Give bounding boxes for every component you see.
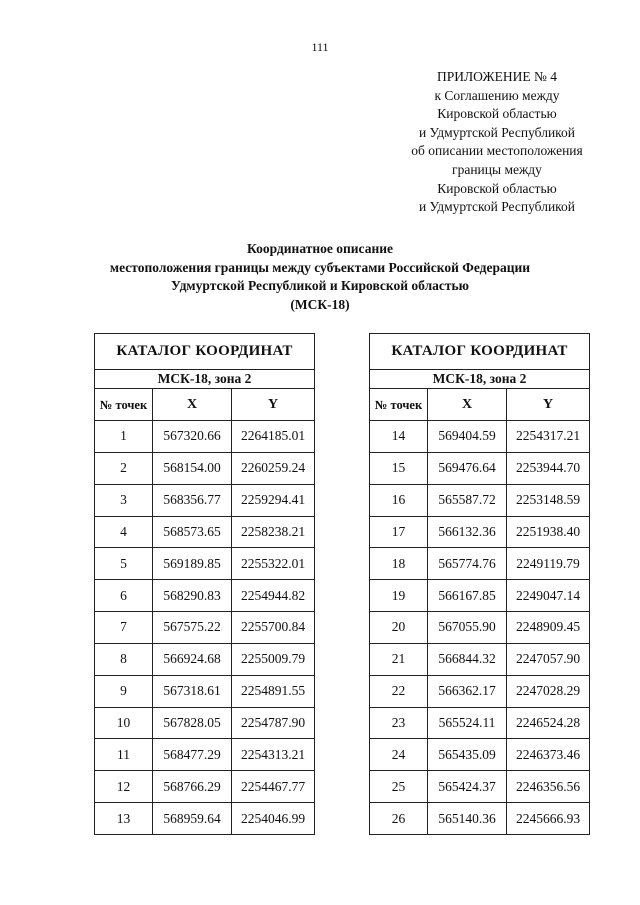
y-coordinate-cell: 2254787.90	[232, 707, 315, 739]
document-title	[0, 240, 640, 314]
appendix-line: и Удмуртской Республикой	[418, 124, 576, 140]
y-coordinate-cell: 2251938.40	[507, 516, 590, 548]
table-row	[95, 803, 315, 835]
x-coordinate-cell: 567055.90	[428, 612, 507, 644]
point-number-cell: 14	[370, 421, 428, 453]
point-number-cell: 11	[95, 739, 153, 771]
table-body	[95, 421, 315, 835]
table-row	[95, 516, 315, 548]
title-line: местоположения границы между субъектами Российской Федерации	[109, 259, 531, 275]
page-number: 111	[311, 40, 329, 54]
x-coordinate-cell: 566924.68	[153, 643, 232, 675]
title-line: Координатное описание	[246, 241, 394, 256]
column-header-x: X	[153, 389, 232, 421]
table-row	[370, 739, 590, 771]
point-number-cell: 19	[370, 580, 428, 612]
title-line: (МСК-18)	[290, 296, 350, 312]
x-coordinate-cell: 565140.36	[428, 803, 507, 835]
x-coordinate-cell: 568959.64	[153, 803, 232, 835]
point-number-cell: 5	[95, 548, 153, 580]
point-number-cell: 2	[95, 452, 153, 484]
x-coordinate-cell: 568154.00	[153, 452, 232, 484]
point-number-cell: 16	[370, 484, 428, 516]
x-coordinate-cell: 565435.09	[428, 739, 507, 771]
y-coordinate-cell: 2247028.29	[507, 675, 590, 707]
table-row	[95, 452, 315, 484]
table-row	[95, 612, 315, 644]
point-number-cell: 7	[95, 612, 153, 644]
appendix-line: ПРИЛОЖЕНИЕ № 4	[436, 69, 558, 84]
point-number-cell: 9	[95, 675, 153, 707]
x-coordinate-cell: 565774.76	[428, 548, 507, 580]
y-coordinate-cell: 2254891.55	[232, 675, 315, 707]
table-row	[370, 580, 590, 612]
x-coordinate-cell: 569189.85	[153, 548, 232, 580]
table-row	[370, 675, 590, 707]
x-coordinate-cell: 566844.32	[428, 643, 507, 675]
x-coordinate-cell: 568573.65	[153, 516, 232, 548]
y-coordinate-cell: 2254317.21	[507, 421, 590, 453]
y-coordinate-cell: 2258238.21	[232, 516, 315, 548]
coordinates-table-right	[369, 333, 590, 835]
x-coordinate-cell: 565587.72	[428, 484, 507, 516]
appendix-line: и Удмуртской Республикой	[418, 199, 576, 215]
point-number-cell: 15	[370, 452, 428, 484]
point-number-cell: 8	[95, 643, 153, 675]
x-coordinate-cell: 565524.11	[428, 707, 507, 739]
appendix-line: Кировской областью	[437, 180, 557, 196]
y-coordinate-cell: 2259294.41	[232, 484, 315, 516]
point-number-cell: 17	[370, 516, 428, 548]
table-row	[95, 580, 315, 612]
x-coordinate-cell: 565424.37	[428, 771, 507, 803]
x-coordinate-cell: 567828.05	[153, 707, 232, 739]
y-coordinate-cell: 2245666.93	[507, 803, 590, 835]
y-coordinate-cell: 2255322.01	[232, 548, 315, 580]
column-header-point-number: № точек	[370, 389, 428, 421]
coordinates-table-left	[94, 333, 315, 835]
x-coordinate-cell: 568356.77	[153, 484, 232, 516]
point-number-cell: 24	[370, 739, 428, 771]
y-coordinate-cell: 2248909.45	[507, 612, 590, 644]
x-coordinate-cell: 567575.22	[153, 612, 232, 644]
y-coordinate-cell: 2253148.59	[507, 484, 590, 516]
point-number-cell: 12	[95, 771, 153, 803]
point-number-cell: 18	[370, 548, 428, 580]
y-coordinate-cell: 2246524.28	[507, 707, 590, 739]
y-coordinate-cell: 2255700.84	[232, 612, 315, 644]
title-line: Удмуртской Республикой и Кировской областью	[170, 278, 469, 294]
y-coordinate-cell: 2246356.56	[507, 771, 590, 803]
point-number-cell: 20	[370, 612, 428, 644]
point-number-cell: 3	[95, 484, 153, 516]
point-number-cell: 1	[95, 421, 153, 453]
y-coordinate-cell: 2260259.24	[232, 452, 315, 484]
point-number-cell: 6	[95, 580, 153, 612]
table-row	[95, 771, 315, 803]
point-number-cell: 4	[95, 516, 153, 548]
table-row	[95, 484, 315, 516]
point-number-cell: 23	[370, 707, 428, 739]
x-coordinate-cell: 568477.29	[153, 739, 232, 771]
appendix-line: границы между	[452, 161, 542, 177]
table-row	[370, 707, 590, 739]
y-coordinate-cell: 2246373.46	[507, 739, 590, 771]
x-coordinate-cell: 569404.59	[428, 421, 507, 453]
y-coordinate-cell: 2255009.79	[232, 643, 315, 675]
x-coordinate-cell: 568290.83	[153, 580, 232, 612]
column-header-y: Y	[507, 389, 590, 421]
y-coordinate-cell: 2254046.99	[232, 803, 315, 835]
x-coordinate-cell: 566132.36	[428, 516, 507, 548]
column-header-x: X	[428, 389, 507, 421]
point-number-cell: 21	[370, 643, 428, 675]
point-number-cell: 22	[370, 675, 428, 707]
point-number-cell: 26	[370, 803, 428, 835]
appendix-line: Кировской областью	[437, 106, 557, 122]
table-row	[370, 516, 590, 548]
y-coordinate-cell: 2264185.01	[232, 421, 315, 453]
appendix-header	[392, 68, 602, 217]
table-row	[95, 421, 315, 453]
x-coordinate-cell: 566167.85	[428, 580, 507, 612]
table-row	[95, 643, 315, 675]
table-row	[370, 771, 590, 803]
table-row	[370, 548, 590, 580]
x-coordinate-cell: 567320.66	[153, 421, 232, 453]
x-coordinate-cell: 567318.61	[153, 675, 232, 707]
table-row	[370, 484, 590, 516]
x-coordinate-cell: 569476.64	[428, 452, 507, 484]
appendix-line: об описании местоположения	[411, 143, 583, 159]
table-title: КАТАЛОГ КООРДИНАТ	[95, 334, 315, 370]
table-row	[370, 421, 590, 453]
y-coordinate-cell: 2249119.79	[507, 548, 590, 580]
y-coordinate-cell: 2247057.90	[507, 643, 590, 675]
point-number-cell: 25	[370, 771, 428, 803]
y-coordinate-cell: 2254944.82	[232, 580, 315, 612]
table-row	[370, 612, 590, 644]
table-row	[95, 675, 315, 707]
appendix-line: к Соглашению между	[434, 87, 560, 103]
table-zone: МСК-18, зона 2	[370, 370, 590, 389]
y-coordinate-cell: 2254313.21	[232, 739, 315, 771]
point-number-cell: 13	[95, 803, 153, 835]
table-row	[370, 643, 590, 675]
y-coordinate-cell: 2249047.14	[507, 580, 590, 612]
y-coordinate-cell: 2254467.77	[232, 771, 315, 803]
table-row	[370, 452, 590, 484]
y-coordinate-cell: 2253944.70	[507, 452, 590, 484]
table-zone: МСК-18, зона 2	[95, 370, 315, 389]
x-coordinate-cell: 566362.17	[428, 675, 507, 707]
x-coordinate-cell: 568766.29	[153, 771, 232, 803]
table-row	[95, 548, 315, 580]
table-row	[370, 803, 590, 835]
table-title: КАТАЛОГ КООРДИНАТ	[370, 334, 590, 370]
point-number-cell: 10	[95, 707, 153, 739]
table-row	[95, 707, 315, 739]
column-header-y: Y	[232, 389, 315, 421]
table-body	[370, 421, 590, 835]
table-row	[95, 739, 315, 771]
column-header-point-number: № точек	[95, 389, 153, 421]
